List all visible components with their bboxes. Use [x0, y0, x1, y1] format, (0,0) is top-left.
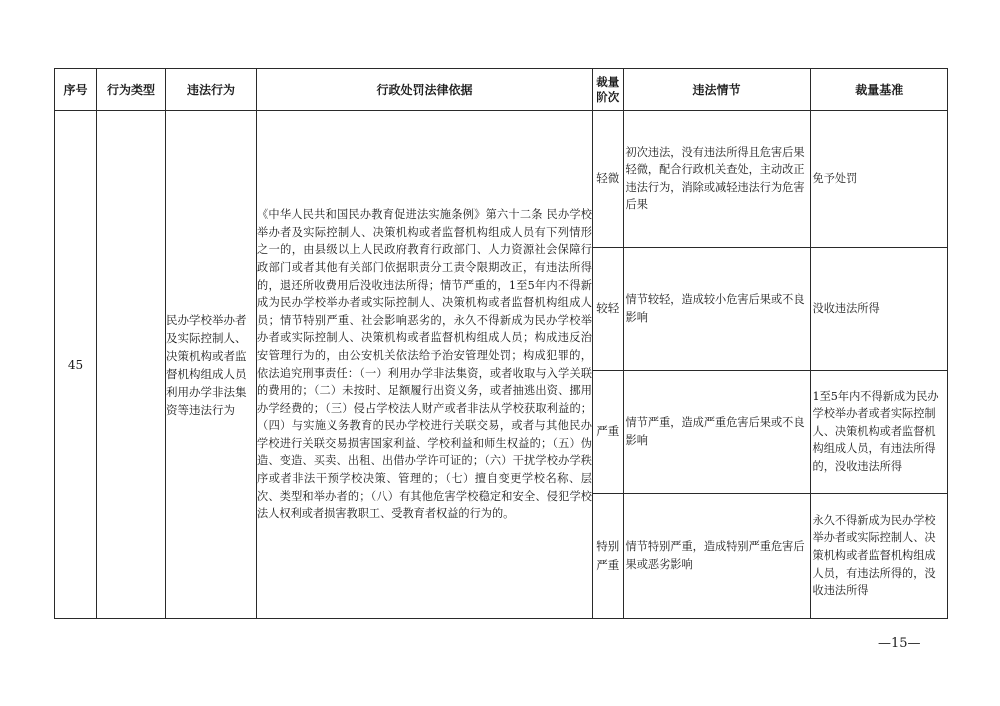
level-standard: 永久不得新成为民办学校举办者或实际控制人、决策机构或者监督机构组成人员，有违法所得的，没收违法所得 — [812, 513, 936, 598]
level-standard: 1至5年内不得新成为民办学校举办者或者实际控制人、决策机构或者监督机构组成人员，有违法所得的，没收违法所得 — [810, 370, 948, 493]
table-row — [55, 111, 948, 619]
level-label: 较轻 — [593, 247, 623, 370]
page-number: —15— — [878, 636, 921, 651]
header-type: 行为类型 — [97, 69, 166, 111]
row-type — [97, 111, 166, 619]
header-circumstance: 违法情节 — [623, 69, 810, 110]
level-standard: 免予处罚 — [810, 111, 948, 247]
row-seq: 45 — [55, 111, 97, 619]
penalty-table — [54, 68, 948, 619]
header-row — [55, 69, 948, 111]
header-right-group — [593, 69, 948, 111]
level-row — [593, 370, 948, 493]
level-row — [593, 247, 948, 370]
row-legal-basis: 《中华人民共和国民办教育促进法实施条例》第六十二条 民办学校举办者及实际控制人、决策机构或者监督机构组成人员有下列情形之一的，由县级以上人民政府教育行政部门、人力资源社会保障行政部门或者其他有关部门依据职责分工责令限期改正，有违法所得的，退还所收费用后没收违法所得；情节严重的，1至5年内不得新成为民办学校举办者或实际控制人、决策机构或者监督机构组成人员；情节特别严重、社会影响恶劣的，永久不得新成为民办学校举办者或实际控制人、决策机构或者监督机构组成人员；构成违反治安管理行为的，由公安机关依法给予治安管理处罚；构成犯罪的，依法追究刑事责任：（一）利用办学非法集资，或者收取与入学关联的费用的；（二）未按时、足额履行出资义务，或者抽逃出资、挪用办学经费的；（三）侵占学校法人财产或者非法从学校获取利益的；（四）与实施义务教育的民办学校进行关联交易，或者与其他民办学校进行关联交易损害国家利益、学校利益和师生权益的；（五）伪造、变造、买卖、出租、出借办学许可证的；（六）干扰学校办学秩序或者非法干预学校决策、管理的；（七）擅自变更学校名称、层次、类型和举办者的；（八）有其他危害学校稳定和安全、侵犯学校法人权利或者损害教职工、受教育者权益的行为的。 — [257, 111, 593, 619]
level-label: 轻微 — [593, 111, 623, 247]
level-row — [593, 493, 948, 618]
header-right-table — [593, 69, 948, 110]
header-law: 行政处罚法律依据 — [257, 69, 593, 111]
header-act: 违法行为 — [166, 69, 257, 111]
level-row — [593, 111, 948, 247]
level-label: 特别严重 — [593, 493, 623, 618]
level-label: 严重 — [593, 370, 623, 493]
levels-table — [593, 111, 948, 618]
row-violation: 民办学校举办者及实际控制人、决策机构或者监督机构组成人员利用办学非法集资等违法行为 — [166, 111, 257, 619]
level-standard: 没收违法所得 — [810, 247, 948, 370]
header-seq: 序号 — [55, 69, 97, 111]
header-level-line1: 裁量 — [596, 74, 620, 89]
header-level-line2: 阶次 — [596, 89, 620, 104]
header-standard: 裁量基准 — [855, 83, 904, 97]
level-circumstance: 情节较轻，造成较小危害后果或不良影响 — [623, 247, 810, 370]
level-circumstance: 情节特别严重，造成特别严重危害后果或恶劣影响 — [623, 493, 810, 618]
header-level — [593, 69, 623, 110]
row-levels-cell — [593, 111, 948, 619]
level-circumstance: 初次违法，没有违法所得且危害后果轻微，配合行政机关查处，主动改正违法行为，消除或减轻违法行为危害后果 — [623, 111, 810, 247]
level-circumstance: 情节严重，造成严重危害后果或不良影响 — [623, 370, 810, 493]
